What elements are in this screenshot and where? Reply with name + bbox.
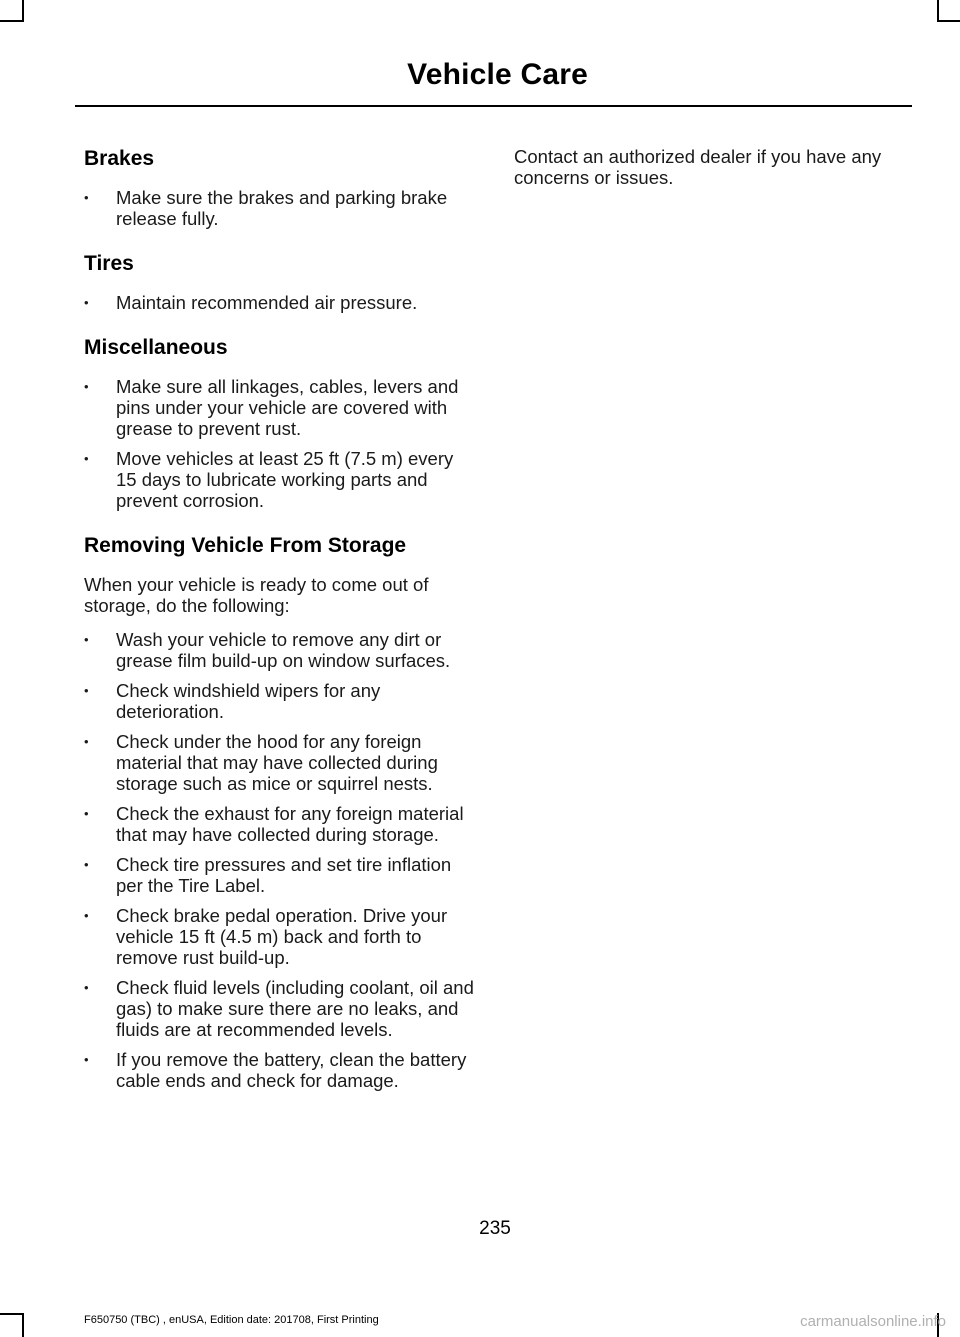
left-column <box>84 146 478 1100</box>
list-item: • Check windshield wipers for any deterioration. <box>84 680 478 722</box>
list-item: • Check tire pressures and set tire inflation per the Tire Label. <box>84 854 478 896</box>
brakes-list <box>84 187 478 229</box>
crop-mark <box>0 20 24 22</box>
list-item: • If you remove the battery, clean the battery cable ends and check for damage. <box>84 1049 478 1091</box>
crop-mark <box>937 0 939 22</box>
list-item: • Wash your vehicle to remove any dirt or grease film build-up on window surfaces. <box>84 629 478 671</box>
list-item: • Make sure all linkages, cables, levers and pins under your vehicle are covered with grease to prevent rust. <box>84 376 478 439</box>
contact-dealer-text: Contact an authorized dealer if you have any concerns or issues. <box>514 146 882 188</box>
list-item: • Check the exhaust for any foreign material that may have collected during storage. <box>84 803 478 845</box>
removing-intro: When your vehicle is ready to come out of storage, do the following: <box>84 574 429 616</box>
section-heading-tires: Tires <box>84 252 134 275</box>
page-number: 235 <box>479 1218 511 1239</box>
header-divider <box>75 105 912 107</box>
page-title: Vehicle Care <box>407 58 588 91</box>
crop-mark <box>22 0 24 22</box>
edition-info: F650750 (TBC) , enUSA, Edition date: 201708, First Printing <box>84 1314 379 1326</box>
list-item: • Check brake pedal operation. Drive your vehicle 15 ft (4.5 m) back and forth to remove rust build-up. <box>84 905 478 968</box>
list-item: • Check fluid levels (including coolant, oil and gas) to make sure there are no leaks, and fluids are at recommended levels. <box>84 977 478 1040</box>
crop-mark <box>937 20 960 22</box>
list-item: • Check under the hood for any foreign material that may have collected during storage such as mice or squirrel nests. <box>84 731 478 794</box>
watermark: carmanualsonline.info <box>800 1313 946 1330</box>
list-item: • Make sure the brakes and parking brake release fully. <box>84 187 478 229</box>
miscellaneous-list <box>84 376 478 511</box>
section-heading-removing-storage: Removing Vehicle From Storage <box>84 534 407 557</box>
right-column <box>514 146 904 201</box>
section-heading-miscellaneous: Miscellaneous <box>84 336 228 359</box>
tires-list <box>84 292 478 313</box>
removing-list <box>84 629 478 1091</box>
list-item: • Move vehicles at least 25 ft (7.5 m) every 15 days to lubricate working parts and prevent corrosion. <box>84 448 478 511</box>
section-heading-brakes: Brakes <box>84 147 155 170</box>
crop-mark <box>22 1313 24 1337</box>
list-item: • Maintain recommended air pressure. <box>84 292 478 313</box>
crop-mark <box>0 1313 24 1315</box>
